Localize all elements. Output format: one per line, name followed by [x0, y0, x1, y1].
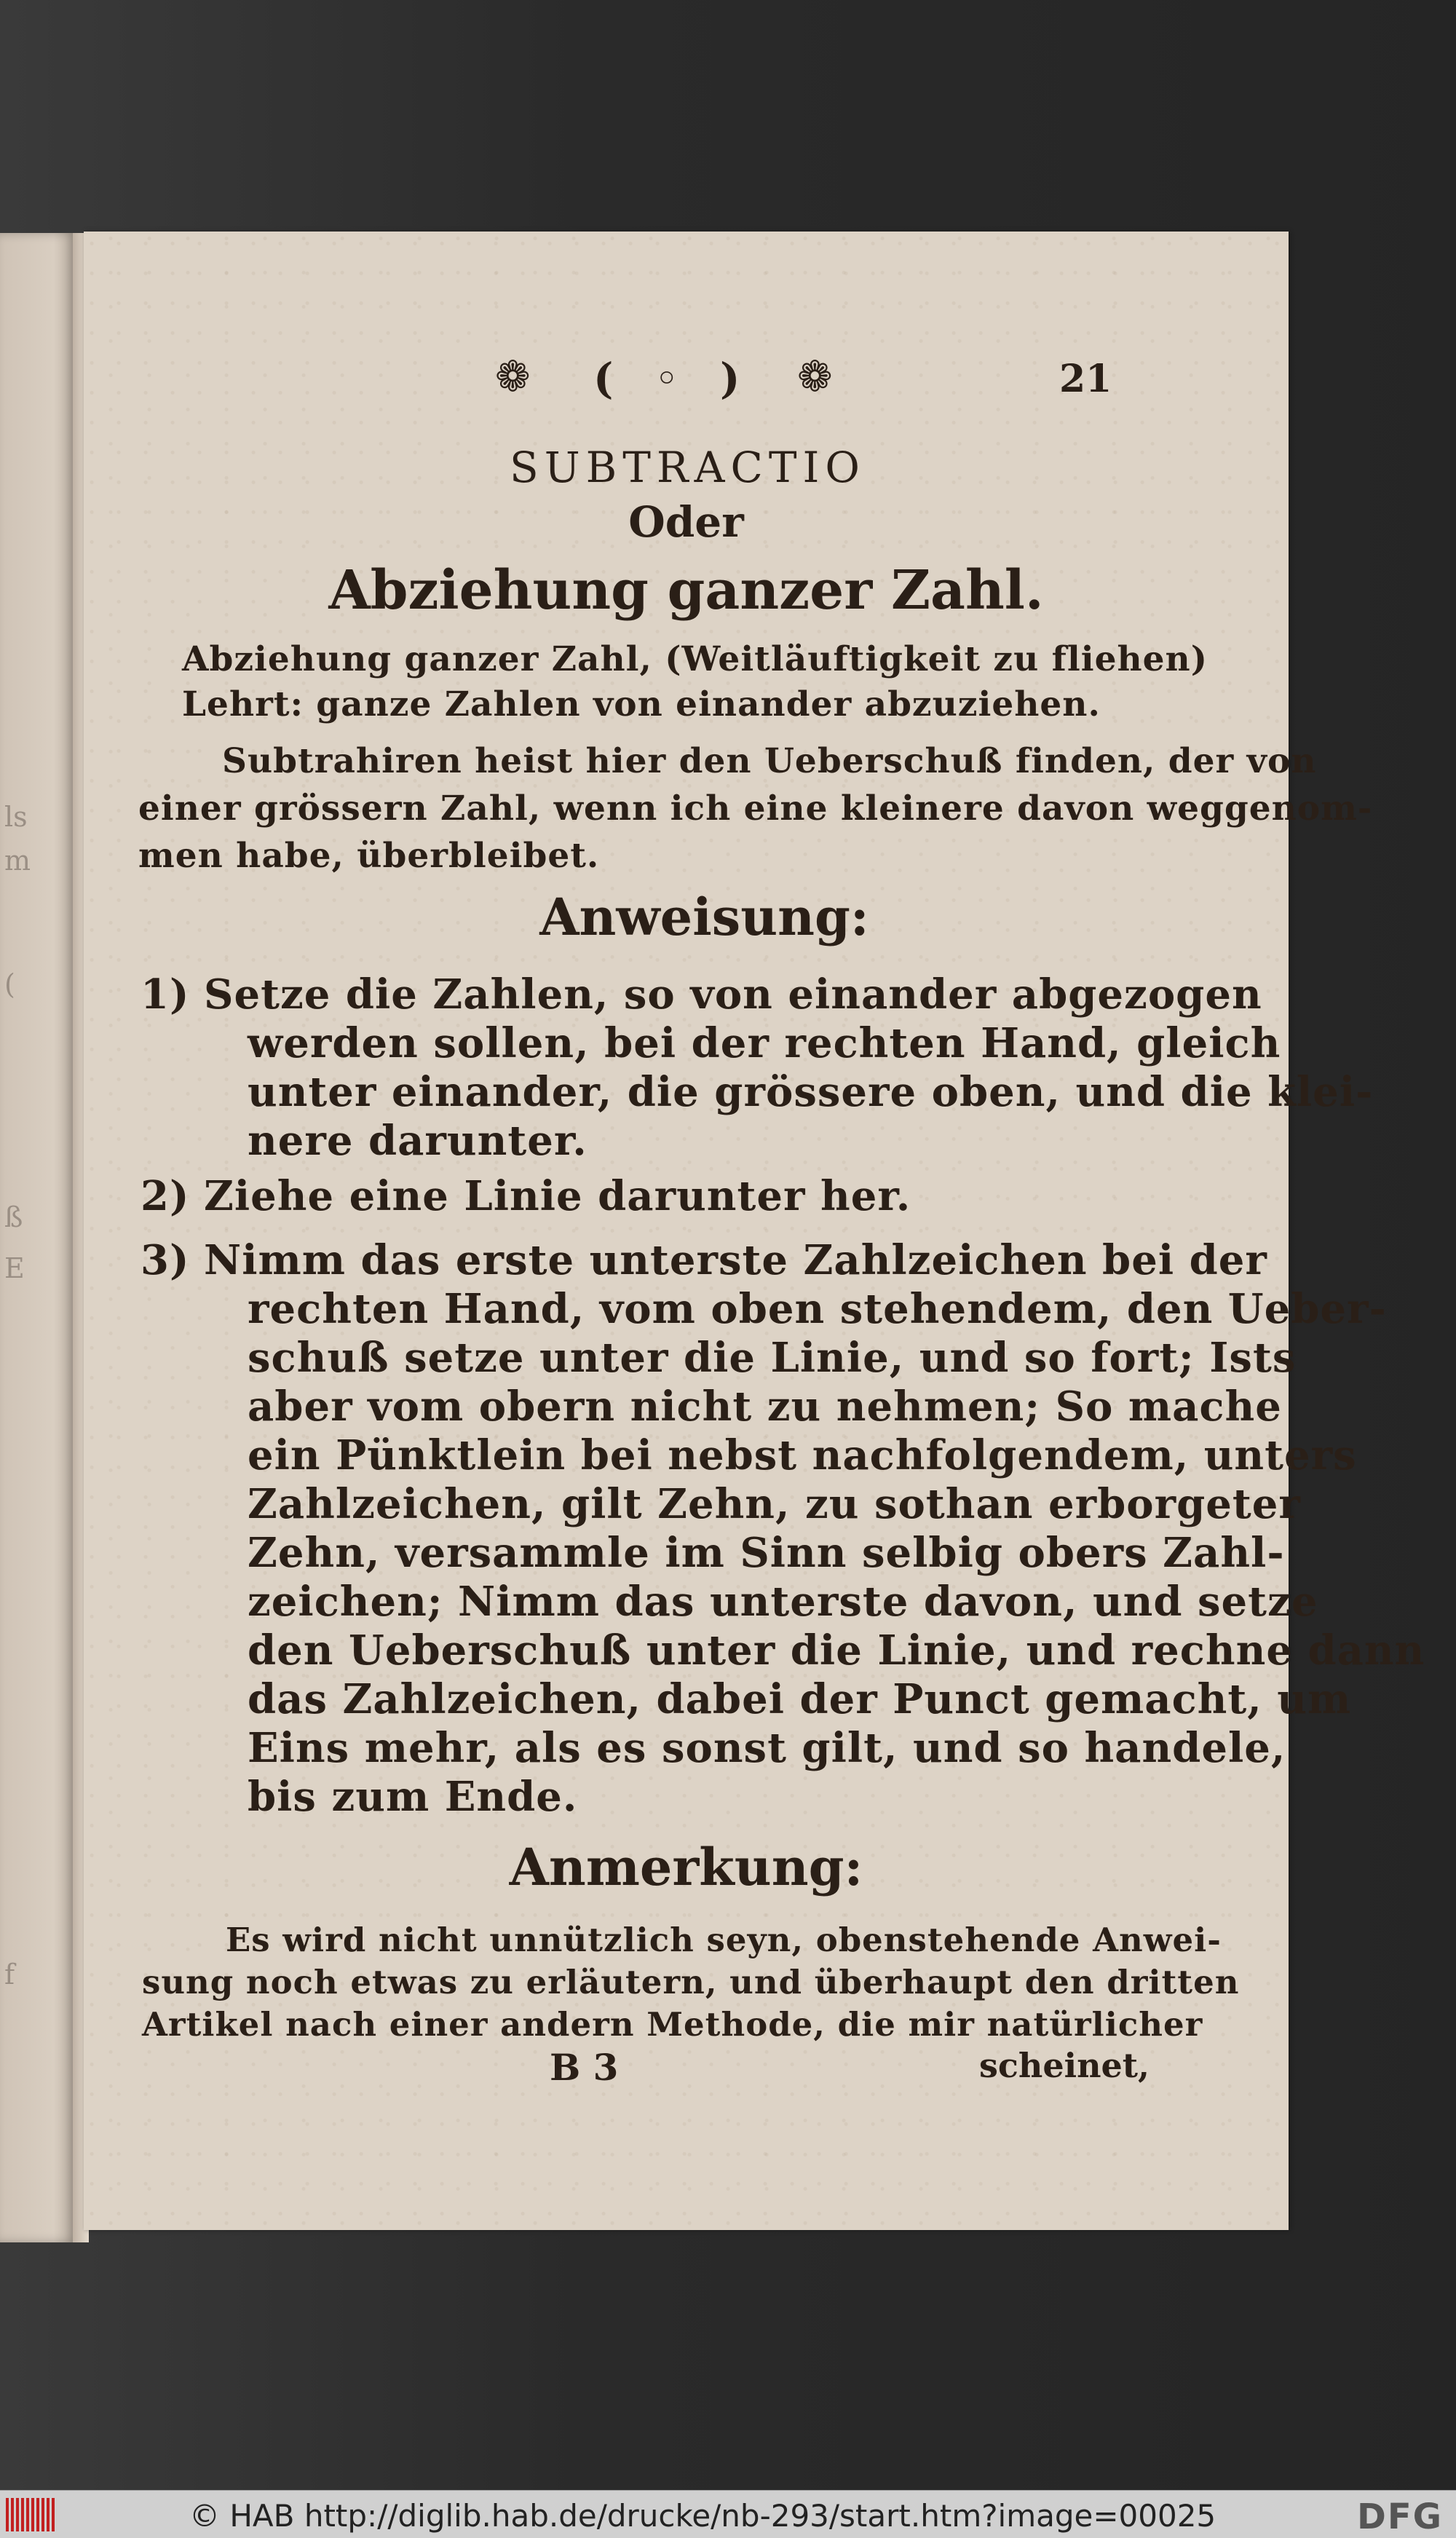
previous-page-fragment: ls	[4, 801, 28, 833]
step-line: Zahlzeichen, gilt Zehn, zu sothan erborgeter	[248, 1480, 1301, 1528]
title-connector: Oder	[628, 497, 744, 547]
catchword: scheinet,	[979, 2046, 1150, 2085]
header-marker: ( ◦ )	[593, 354, 753, 403]
step-number: 3)	[141, 1236, 190, 1284]
step-line: schuß setze unter die Linie, und so fort; Ists	[248, 1334, 1297, 1382]
note-line: Artikel nach einer andern Methode, die mir natürlicher	[142, 2005, 1203, 2044]
motto-line: Abziehung ganzer Zahl, (Weitläuftigkeit zu fliehen)	[182, 639, 1208, 679]
flower-ornament-icon: ❁	[495, 352, 531, 401]
title-german: Abziehung ganzer Zahl.	[328, 559, 1044, 622]
note-line: sung noch etwas zu erläutern, und überhaupt den dritten	[142, 1963, 1240, 2001]
step-line: nere darunter.	[248, 1117, 587, 1165]
step-line: unter einander, die grössere oben, und die klei-	[248, 1068, 1374, 1116]
note-line: Es wird nicht unnützlich seyn, obenstehende Anwei-	[226, 1921, 1222, 1959]
step-line: Setze die Zahlen, so von einander abgezogen	[204, 970, 1262, 1019]
step-line: ein Pünktlein bei nebst nachfolgendem, unters	[248, 1431, 1357, 1479]
previous-page-fragment: (	[4, 968, 15, 1000]
motto-line: Lehrt: ganze Zahlen von einander abzuziehen.	[182, 684, 1101, 724]
step-line: Nimm das erste unterste Zahlzeichen bei der	[204, 1236, 1267, 1284]
step-number: 1)	[141, 970, 190, 1019]
step-line: Zehn, versammle im Sinn selbig obers Zahl-	[248, 1529, 1285, 1577]
step-line: werden sollen, bei der rechten Hand, gleich	[248, 1019, 1281, 1067]
flower-ornament-icon: ❁	[797, 352, 833, 401]
definition-line: Subtrahiren heist hier den Ueberschuß finden, der von	[222, 741, 1317, 781]
step-line: das Zahlzeichen, dabei der Punct gemacht, um	[248, 1675, 1352, 1723]
step-line: aber vom obern nicht zu nehmen; So mache	[248, 1383, 1282, 1431]
previous-page-fragment: E	[4, 1252, 25, 1284]
note-heading: Anmerkung:	[509, 1837, 863, 1897]
step-line: bis zum Ende.	[248, 1773, 578, 1821]
page-number: 21	[1059, 357, 1112, 401]
definition-line: einer grössern Zahl, wenn ich eine kleinere davon weggenom-	[138, 788, 1373, 829]
book-page	[84, 232, 1425, 2230]
step-line: rechten Hand, vom oben stehendem, den Ueber-	[248, 1285, 1387, 1333]
title-latin: SUBTRACTIO	[509, 443, 866, 492]
previous-page-fragment: m	[4, 845, 31, 877]
previous-page-fragment: f	[4, 1958, 15, 1991]
previous-page-fragment: ß	[4, 1201, 23, 1233]
dfg-logo: DFG	[1356, 2497, 1443, 2537]
step-line: Ziehe eine Linie darunter her.	[204, 1172, 911, 1220]
source-credit-link[interactable]: © HAB http://diglib.hab.de/drucke/nb-293/start.htm?image=00025	[189, 2498, 1216, 2534]
definition-line: men habe, überbleibet.	[138, 836, 600, 876]
step-line: Eins mehr, als es sonst gilt, und so handele,	[248, 1724, 1286, 1772]
step-line: zeichen; Nimm das unterste davon, und setze	[248, 1578, 1318, 1626]
viewer-footer	[0, 2490, 1456, 2538]
library-barcode-icon	[6, 2498, 55, 2531]
instruction-heading: Anweisung:	[539, 887, 869, 947]
previous-page-edge	[0, 233, 76, 2242]
step-line: den Ueberschuß unter die Linie, und rechne dann	[248, 1626, 1425, 1675]
step-number: 2)	[141, 1172, 190, 1220]
signature-mark: B 3	[550, 2046, 619, 2089]
